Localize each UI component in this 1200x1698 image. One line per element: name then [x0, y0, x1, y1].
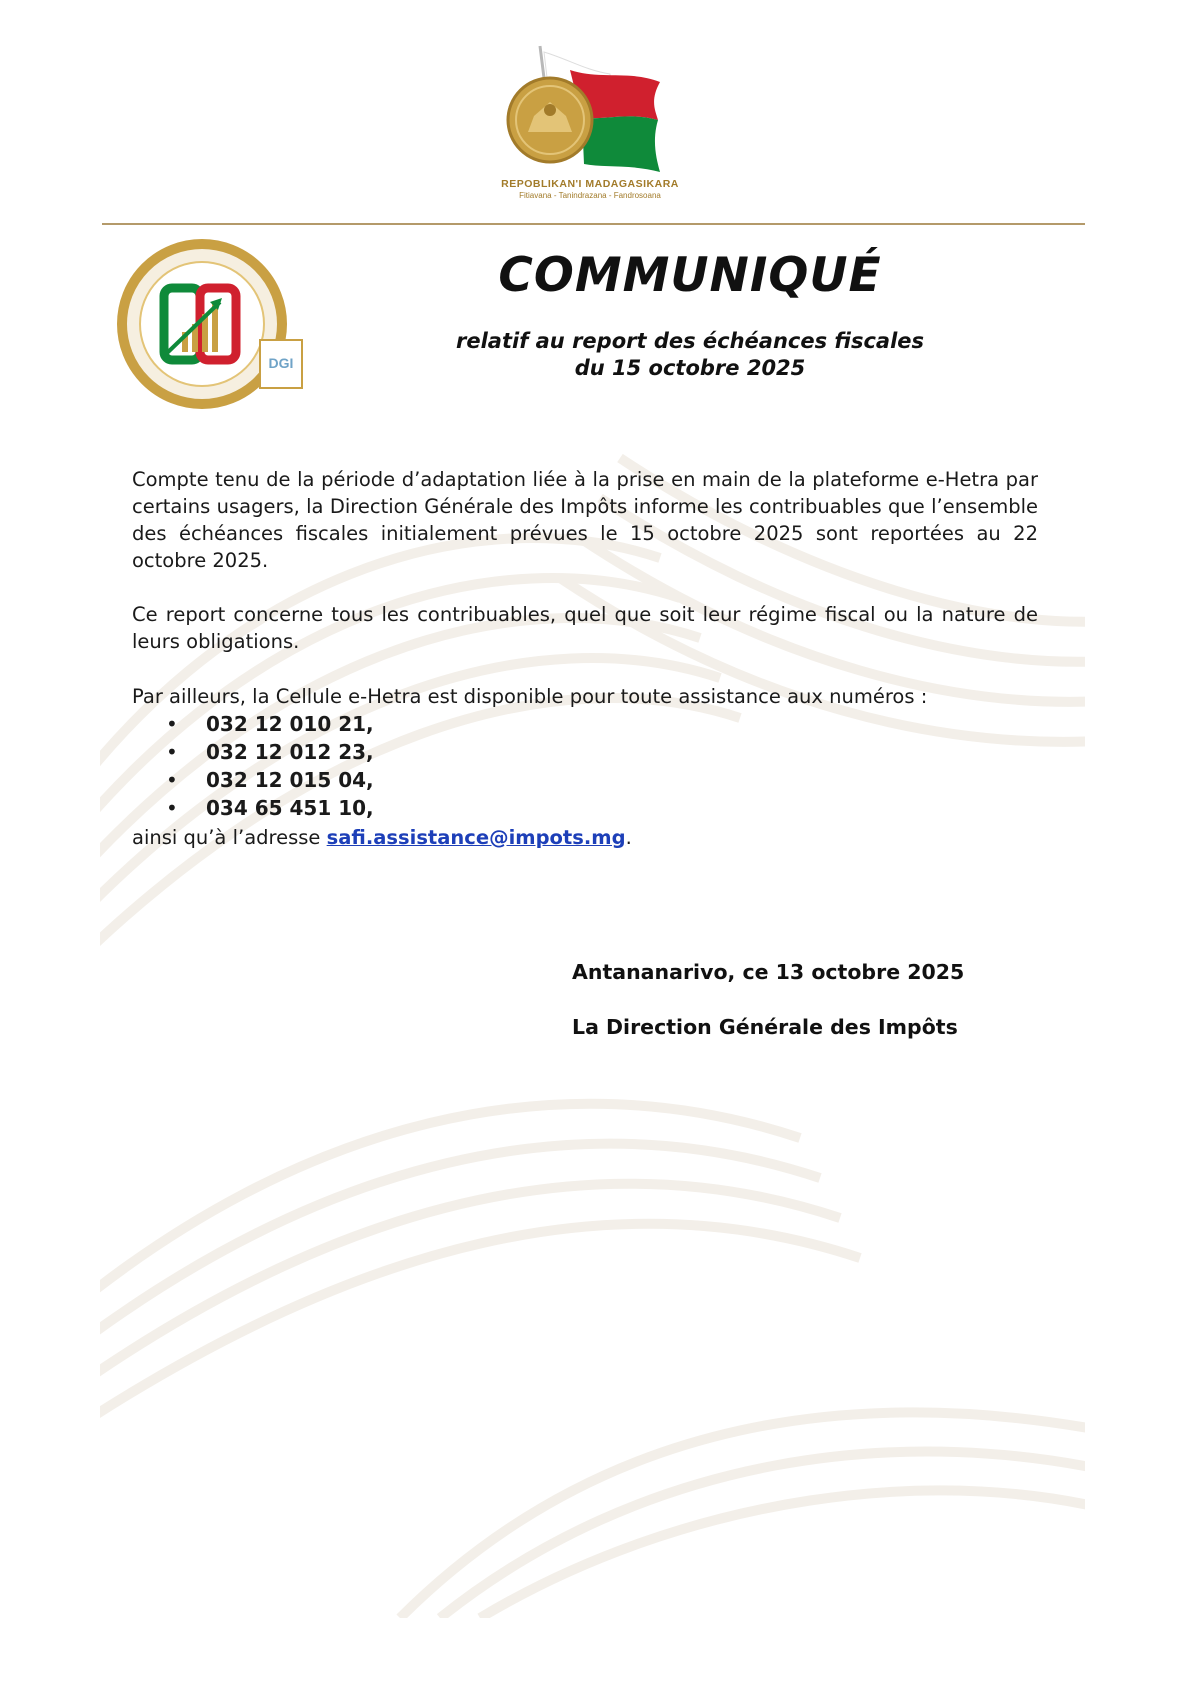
list-item: [166, 794, 374, 822]
paragraph-scope: Ce report concerne tous les contribuables, quel que soit leur régime fiscal ou la nature de leurs obligations.: [132, 603, 1038, 653]
bullet-icon: •: [166, 796, 178, 820]
dgi-label: DGI: [268, 355, 294, 371]
page-subtitle: [420, 328, 960, 382]
email-link[interactable]: safi.assistance@impots.mg: [326, 826, 626, 849]
place-and-date: Antananarivo, ce 13 octobre 2025: [572, 960, 965, 984]
bullet-icon: •: [166, 768, 178, 792]
header-divider: [102, 223, 1085, 225]
phone-number: 032 12 010 21,: [206, 712, 374, 736]
signing-authority: La Direction Générale des Impôts: [572, 1015, 958, 1039]
email-address-line: [132, 824, 632, 851]
list-item: [166, 738, 374, 766]
ministry-seal-logo: [112, 236, 312, 416]
bullet-icon: •: [166, 740, 178, 764]
phone-number: 032 12 015 04,: [206, 768, 374, 792]
list-item: [166, 710, 374, 738]
madagascar-emblem: [480, 40, 720, 200]
list-item: [166, 766, 374, 794]
address-suffix: .: [625, 826, 632, 849]
paragraph-assistance: Par ailleurs, la Cellule e-Hetra est disponible pour toute assistance aux numéros :: [132, 685, 928, 708]
country-name: REPOBLIKAN'I MADAGASIKARA: [501, 178, 679, 190]
phone-number: 034 65 451 10,: [206, 796, 374, 820]
phone-number: 032 12 012 23,: [206, 740, 374, 764]
subtitle-line-1: relatif au report des échéances fiscales: [455, 329, 925, 353]
subtitle-line-2: du 15 octobre 2025: [574, 356, 806, 380]
paragraph-adaptation: Compte tenu de la période d’adaptation liée à la prise en main de la plateforme e-Hetra par certains usagers, la Direction Générale des Impôts informe les contribuables que l’ensemble des échéances fiscales initialement prévues le 15 octobre 2025 sont reportées au 22 octobre 2025.: [132, 468, 1038, 572]
page-title: COMMUNIQUÉ: [498, 248, 882, 303]
bullet-icon: •: [166, 712, 178, 736]
phone-number-list: [166, 710, 374, 822]
address-prefix: ainsi qu’à l’adresse: [132, 826, 327, 849]
national-motto: Fitiavana - Tanindrazana - Fandrosoana: [519, 191, 661, 200]
emblem-caption: [430, 178, 750, 200]
